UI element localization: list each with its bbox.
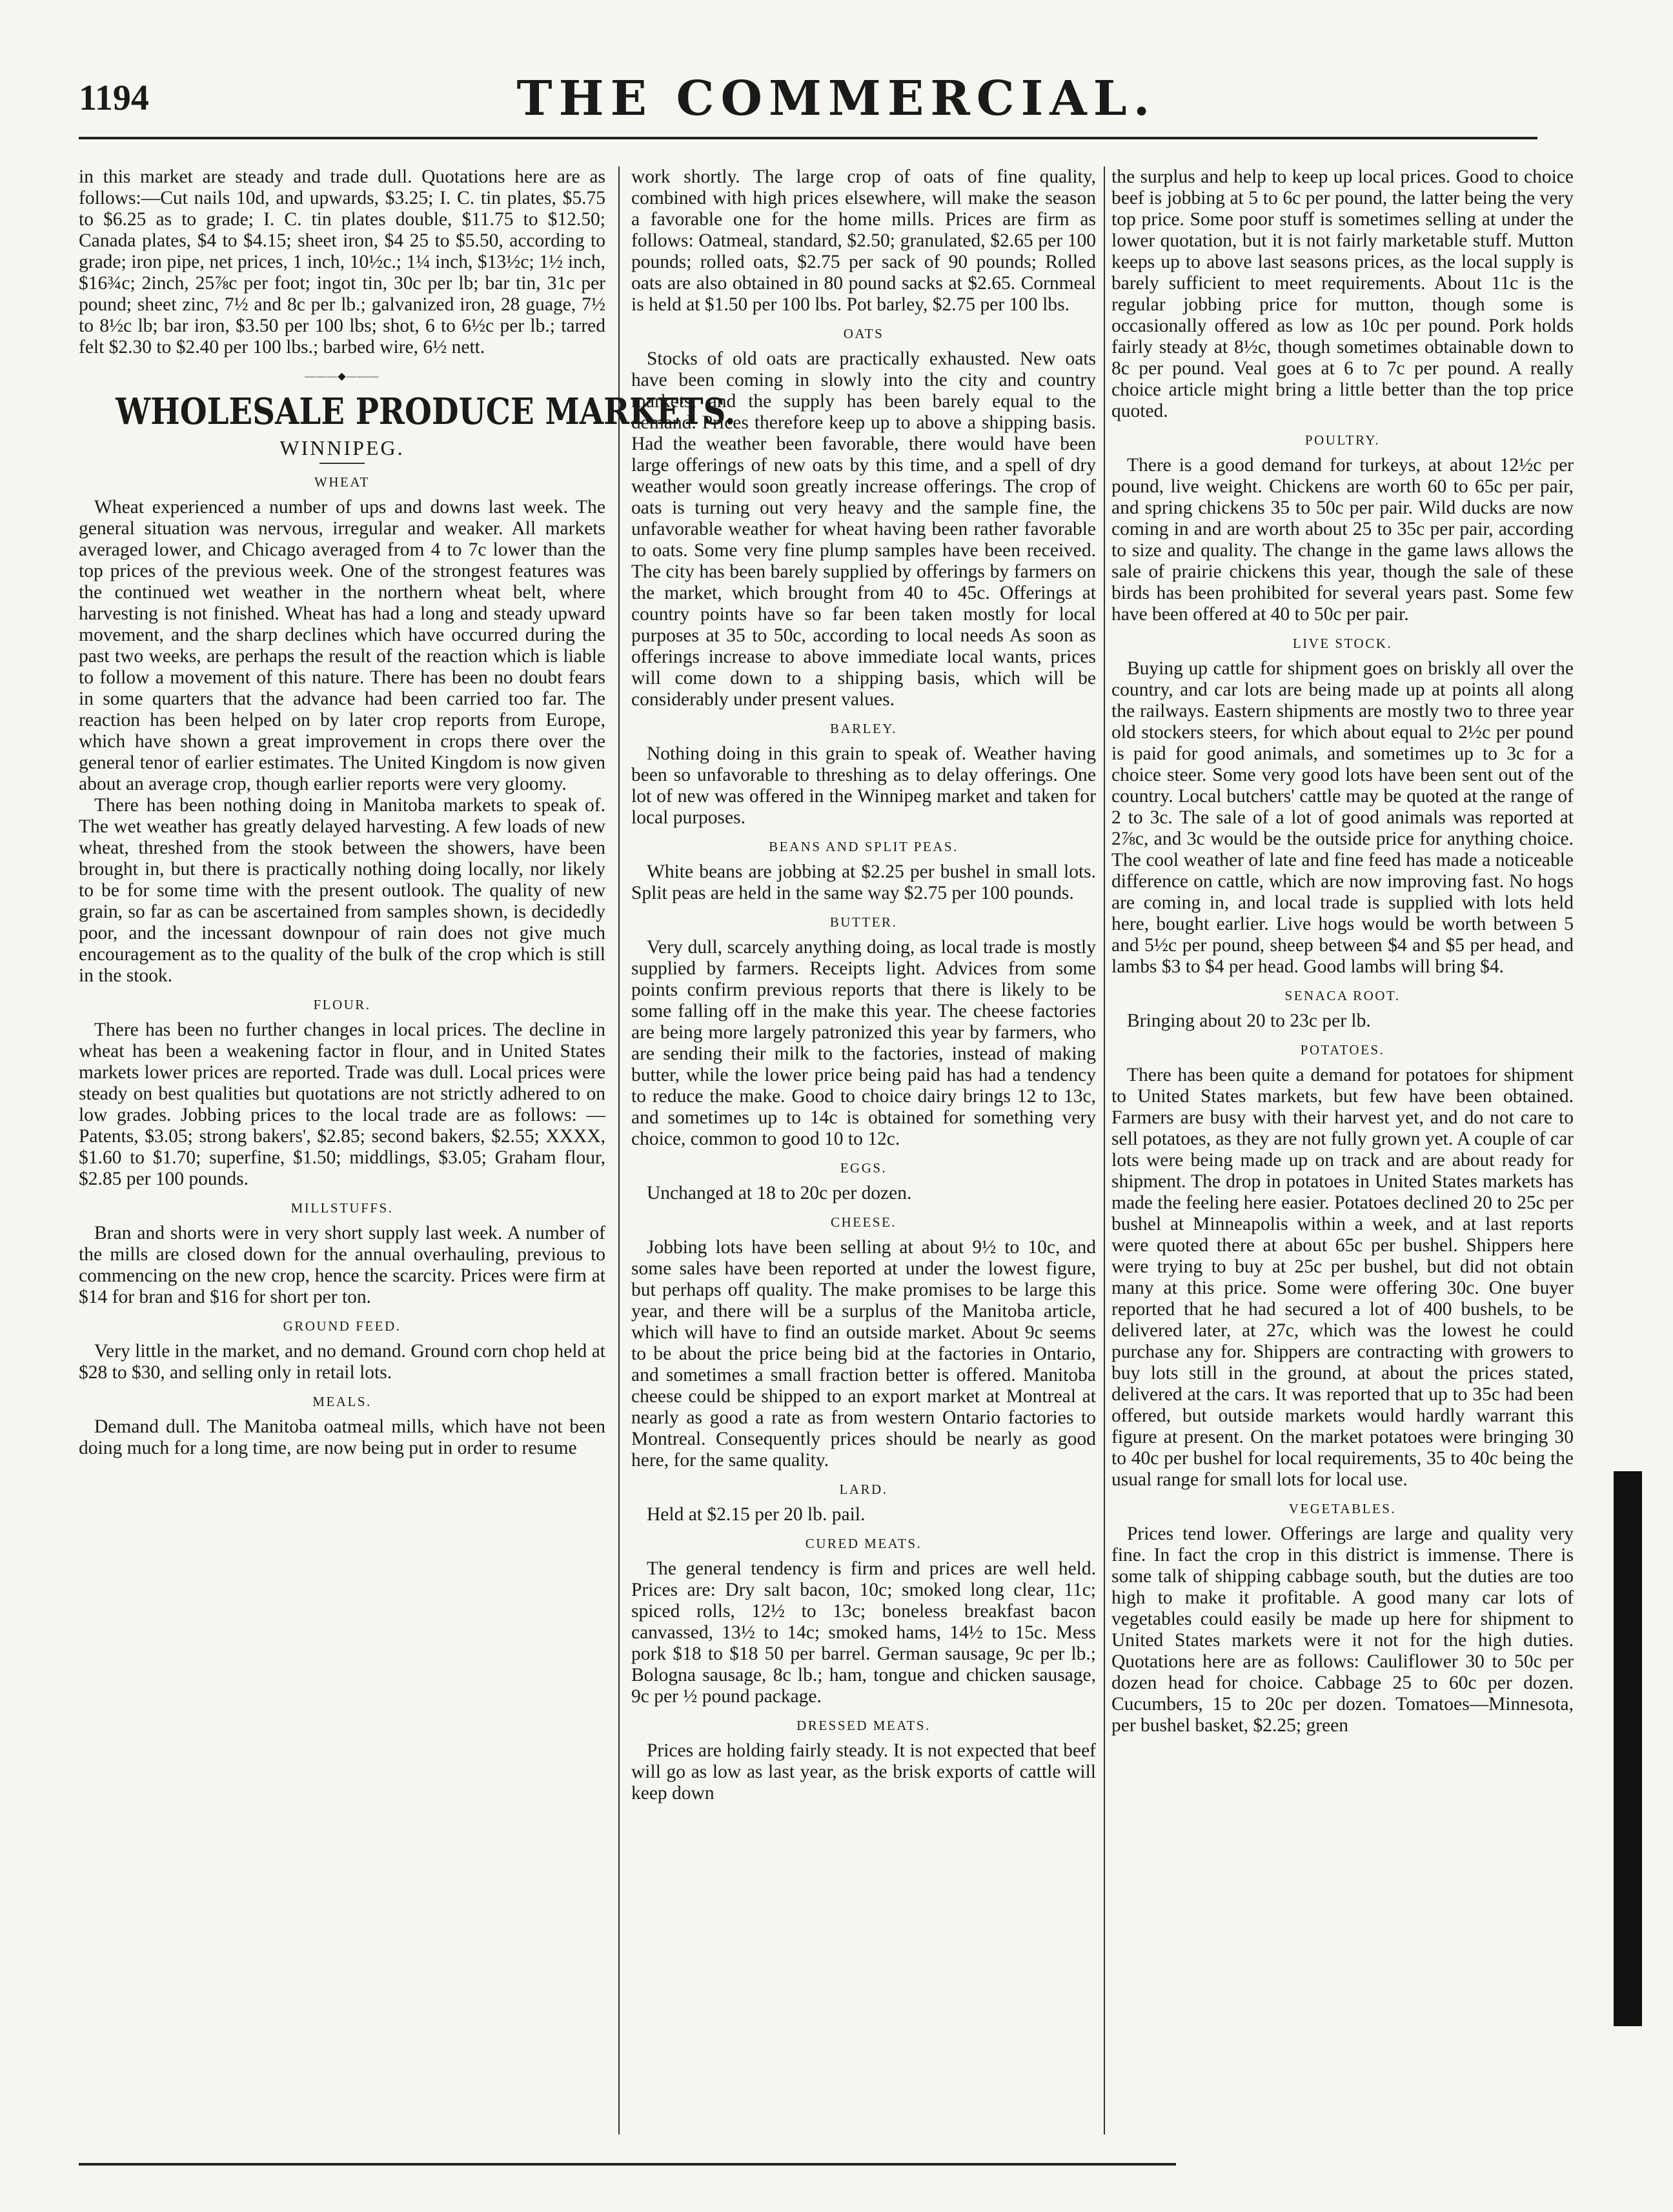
live-stock-heading: LIVE STOCK. (1292, 636, 1393, 651)
hardware-continued-paragraph: in this market are steady and trade dull. Quotations here are as follows:—Cut nails 10d, and upwards, $3.25; I. C. tin plates, $5.75 to $6.25 as to grade; I. C. tin plates double, $11.75 to $12.50; Canada plates, $4 to $4.15; sheet iron, $4 25 to $5.50, according to grade; iron pipe, net prices, 1 inch, 10½c.; 1¼ inch, $13½c; 1½ inch, $16¾c; 2inch, 25⅞c per foot; ingot tin, 30c per lb; bar tin, 31c per pound; sheet zinc, 7½ and 8c per lb.; galvanized iron, 28 guage, 7½ to 8½c lb; bar iron, $3.50 per 100 lbs; shot, 6 to 6½c per lb.; tarred felt $2.30 to $2.40 per 100 lbs.; barbed wire, 6½ nett. (79, 166, 605, 357)
eggs-paragraph: Unchanged at 18 to 20c per dozen. (647, 1183, 912, 1203)
header-rule (79, 137, 1537, 139)
wheat-paragraph-1: Wheat experienced a number of ups and downs last week. The general situation was nervous, irregular and weaker. All markets averaged lower, and Chicago averaged from 4 to 7c lower than the top prices of the previous week. One of the strongest features was the continued wet weather in the northern wheat belt, where harvesting is not finished. Wheat has had a long and steady upward movement, and the sharp declines which have occurred during the past two weeks, are perhaps the result of the reaction which is liable to follow a movement of this nature. There has been no doubt fears in some quarters that the advance had been carried too far. The reaction has been helped on by later crop reports from Europe, which have shown a great improvement in crops there over the general tenor of earlier estimates. The United Kingdom is now given about an average crop, though earlier reports were very gloomy. (79, 497, 605, 794)
masthead-title: THE COMMERCIAL. (516, 71, 1157, 126)
meals-heading: MEALS. (312, 1394, 372, 1409)
eggs-heading: EGGS. (840, 1160, 887, 1176)
poultry-heading: POULTRY. (1304, 432, 1381, 448)
column-3 (1111, 166, 1574, 2135)
beans-heading: BEANS AND SPLIT PEAS. (769, 839, 958, 854)
column-divider-1 (618, 166, 620, 2135)
cheese-paragraph: Jobbing lots have been selling at about 9½ to 10c, and some sales have been reported at under the lowest figure, but perhaps off quality. The make promises to be large this year, and there will be a surplus of the Manitoba article, which will have to find an outside market. About 9c seems to be about the price being bid at the factories in Ontario, and sometimes a small fraction better is offered. Manitoba cheese could be shipped to an export market at Montreal at nearly as good a rate as from western Ontario factories to Montreal. Consequently prices should be nearly as good here, for the same quality. (631, 1237, 1096, 1471)
page-edge-shadow (1614, 1471, 1642, 2026)
live-stock-paragraph: Buying up cattle for shipment goes on briskly all over the country, and car lots are being made up at points all along the railways. Eastern shipments are mostly two to three year old stockers steers, for which about equal to 2½c per pound is paid for good animals, and sometimes up to 3c for a choice steer. Some very good lots have been sent out of the country. Local butchers' cattle may be quoted at the range of 2 to 3c. The sale of a lot of good animals was reported at 2⅞c, and 3c would be the outside price for anything choice. The cool weather of late and fine feed has made a noticeable difference on cattle, which are now improving fast. No hogs are coming in, and local trade is supplied with lots held here, bought earlier. Live hogs would be worth between 5 and 5½c per pound, sheep between $4 and $5 per head, and lambs $3 to $4 per head. Good lambs will bring $4. (1111, 658, 1574, 977)
meals-paragraph: Demand dull. The Manitoba oatmeal mills, which have not been doing much for a long time, are now being put in order to resume (79, 1416, 605, 1458)
oats-heading: OATS (843, 326, 884, 341)
butter-paragraph: Very dull, scarcely anything doing, as local trade is mostly supplied by farmers. Receipts light. Advices from some points confirm previous reports that there is likely to be some falling off in the make this year. The cheese factories are being more largely patronized this year by farmers, who are sending their milk to the factories, instead of making butter, while the lower price being paid has had a tendency to reduce the make. Good to choice dairy brings 12 to 13c, and sometimes up to 14c is obtained for something very choice, common to good 10 to 12c. (631, 937, 1096, 1149)
footer-rule (79, 2163, 1176, 2166)
short-rule (319, 463, 365, 464)
flour-heading: FLOUR. (313, 997, 371, 1012)
ground-feed-paragraph: Very little in the market, and no demand. Ground corn chop held at $28 to $30, and selling only in retail lots. (79, 1341, 605, 1383)
page-number: 1194 (79, 78, 149, 118)
wheat-paragraph-2: There has been nothing doing in Manitoba markets to speak of. The wet weather has greatly delayed harvesting. A few loads of new wheat, threshed from the stook between the showers, have been brought in, but there is practically nothing doing locally, nor likely to be for some time with the present outlook. The quality of new grain, so far as can be ascertained from samples shown, is decidedly poor, and the incessant downpour of rain does not give much encouragement as to the quality of the bulk of the crop which is still in the stook. (79, 795, 605, 986)
cheese-heading: CHEESE. (830, 1214, 897, 1230)
oats-paragraph: Stocks of old oats are practically exhausted. New oats have been coming in slowly into the city and country markets, and the supply has been barely equal to the demand. Prices therefore keep up to above a shipping basis. Had the weather been favorable, there would have been large offerings of new oats by this time, and a spell of dry weather would soon greatly increase offerings. The crop of oats is turning out very heavy and the sample fine, the unfavorable weather for wheat having been rather favorable to oats. Some very fine plump samples have been received. The city has been barely supplied by offerings by farmers on the market, which brought from 40 to 45c. Offerings at country points have so far been taken mostly for local purposes at 35 to 50c, according to local needs As soon as offerings increase to above immediate local wants, prices will come down to a shipping basis, which will be considerably under present values. (631, 348, 1096, 710)
ornament-divider: ———◆——— (305, 371, 380, 382)
lard-heading: LARD. (839, 1482, 888, 1497)
cured-meats-heading: CURED MEATS. (805, 1536, 922, 1551)
column-2 (631, 166, 1096, 2135)
dressed-meats-continued-paragraph: the surplus and help to keep up local prices. Good to choice beef is jobbing at 5 to 6c per pound, the latter being the very top price. Some poor stuff is sometimes selling at under the lower quotation, but it is not fairly marketable stuff. Mutton keeps up to above last seasons prices, as the local supply is barely sufficient to meet requirements. About 11c is the regular jobbing price for mutton, though some is occasionally offered as low as 10c per pound. Pork holds fairly steady at 8½c, though sometimes obtainable down to 8c per pound. Veal goes at 6 to 7c per pound. A really choice article might bring a little better than the top price quoted. (1111, 166, 1574, 421)
barley-paragraph: Nothing doing in this grain to speak of. Weather having been so unfavorable to threshing as to delay offerings. One lot of new was offered in the Winnipeg market and taken for local purposes. (631, 743, 1096, 828)
senaca-root-paragraph: Bringing about 20 to 23c per lb. (1127, 1010, 1371, 1031)
column-divider-2 (1104, 166, 1105, 2135)
millstuffs-paragraph: Bran and shorts were in very short supply last week. A number of the mills are closed down for the annual overhauling, previous to commencing on the new crop, hence the scarcity. Prices were firm at $14 for bran and $16 for short per ton. (79, 1223, 605, 1307)
beans-paragraph: White beans are jobbing at $2.25 per bushel in small lots. Split peas are held in the same way $2.75 per 100 pounds. (631, 861, 1096, 903)
barley-heading: BARLEY. (829, 721, 898, 736)
ground-feed-heading: GROUND FEED. (283, 1318, 401, 1334)
section-heading: WHOLESALE PRODUCE MARKETS. (116, 390, 736, 433)
lard-paragraph: Held at $2.15 per 20 lb. pail. (647, 1504, 866, 1525)
meals-continued-paragraph: work shortly. The large crop of oats of fine quality, combined with high prices elsewhere, will make the season a favorable one for the home mills. Prices are firm as follows: Oatmeal, standard, $2.50; granulated, $2.65 per 100 pounds; rolled oats, $2.75 per sack of 90 pounds; Rolled oats are also obtained in 80 pound sacks at $2.65. Cornmeal is held at $1.50 per 100 lbs. Pot barley, $2.75 per 100 lbs. (631, 166, 1096, 315)
column-1 (79, 166, 736, 2135)
butter-heading: BUTTER. (829, 914, 898, 930)
dressed-meats-paragraph: Prices are holding fairly steady. It is not expected that beef will go as low as last year, as the brisk exports of cattle will keep down (631, 1740, 1096, 1804)
cured-meats-paragraph: The general tendency is firm and prices are well held. Prices are: Dry salt bacon, 10c; smoked long clear, 11c; spiced rolls, 12½ to 13c; boneless breakfast bacon canvassed, 13½ to 14c; smoked hams, 14½ to 15c. Mess pork $18 to $18 50 per barrel. German sausage, 9c per lb.; Bologna sausage, 8c lb.; ham, tongue and chicken sausage, 9c per ½ pound package. (631, 1558, 1096, 1707)
vegetables-heading: VEGETABLES. (1288, 1501, 1397, 1516)
potatoes-paragraph: There has been quite a demand for potatoes for shipment to United States markets, but few have been obtained. Farmers are busy with their harvest yet, and do not care to sell potatoes, as they are not fully grown yet. A couple of car lots were being made up on track and are about ready for shipment. The drop in potatoes in United States markets has made the feeling here easier. Potatoes declined 20 to 25c per bushel at Minneapolis within a week, and at last reports were quoted there at about 65c per bushel. Shippers here were trying to buy at 25c per bushel, but did not obtain many at this price. Some were offering 30c. One buyer reported that he had secured a lot of 400 bushels, to be delivered later, at 27c, which was the lowest he could purchase any for. Shippers are contracting with growers to buy lots still in the ground, at about the prices stated, delivered at the cars. It was reported that up to 35c had been offered, but outside markets would hardly warrant this figure at present. On the market potatoes were bringing 30 to 40c per bushel for local requirements, 35 to 40c being the usual range for small lots for local use. (1111, 1065, 1574, 1490)
poultry-paragraph: There is a good demand for turkeys, at about 12½c per pound, live weight. Chickens are worth 60 to 65c per pair, and spring chickens 35 to 50c per pair. Wild ducks are now coming in and are worth about 25 to 35c per pair, according to size and quality. The change in the game laws allows the sale of prairie chickens this year, though the sale of these birds has been prohibited for several years past. Some few have been offered at 40 to 50c per pair. (1111, 455, 1574, 625)
flour-paragraph: There has been no further changes in local prices. The decline in wheat has been a weakening factor in flour, and in United States markets lower prices are reported. Trade was dull. Local prices were steady on best qualities but quotations are not strictly adhered to on low grades. Jobbing prices to the local trade are as follows: — Patents, $3.05; strong bakers', $2.85; second bakers, $2.55; XXXX, $1.60 to $1.70; superfine, $1.50; middlings, $3.05; Graham flour, $2.85 per 100 pounds. (79, 1020, 605, 1189)
potatoes-heading: POTATOES. (1300, 1042, 1385, 1058)
senaca-root-heading: SENACA ROOT. (1284, 988, 1401, 1003)
vegetables-paragraph: Prices tend lower. Offerings are large and quality very fine. In fact the crop in this district is immense. There is some talk of shipping cabbage south, but the duties are too high to make it profitable. A good many car lots of vegetables could easily be made up here for shipment to United States markets were it not for the high duties. Quotations here are as follows: Cauliflower 30 to 50c per dozen head for choice. Cabbage 25 to 60c per dozen. Cucumbers, 15 to 20c per dozen. Tomatoes—Minnesota, per bushel basket, $2.25; green (1111, 1523, 1574, 1736)
wheat-heading: WHEAT (314, 474, 370, 490)
dressed-meats-heading: DRESSED MEATS. (796, 1718, 931, 1733)
city-heading: WINNIPEG. (279, 436, 405, 459)
millstuffs-heading: MILLSTUFFS. (290, 1200, 394, 1216)
